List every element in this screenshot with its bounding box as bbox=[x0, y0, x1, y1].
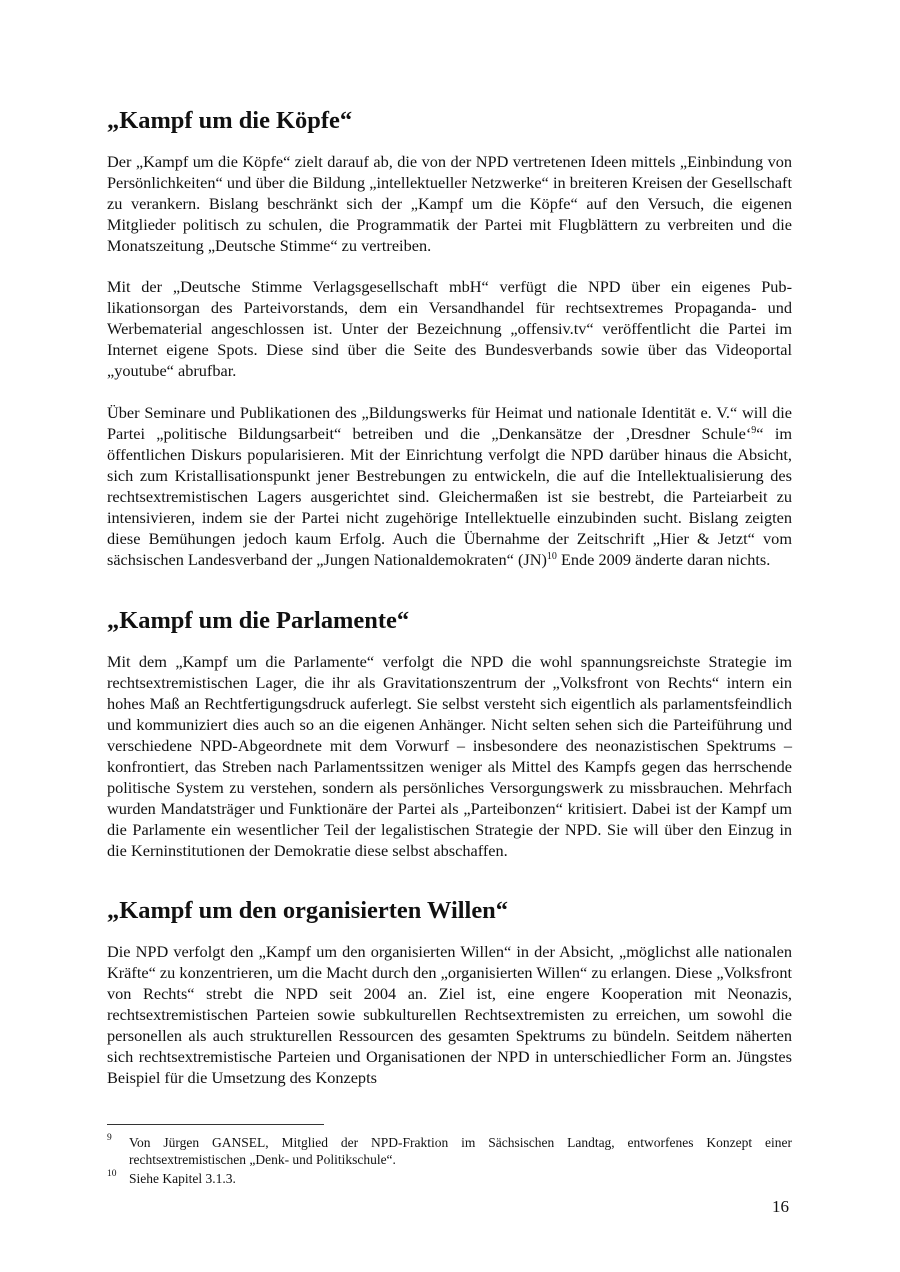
section-heading-organisierter-wille: „Kampf um den organisierten Willen“ bbox=[107, 897, 508, 924]
paragraph-koepfe-3 bbox=[107, 402, 792, 570]
footnote-ref-9[interactable]: 9 bbox=[751, 425, 757, 436]
paragraph-koepfe-1: Der „Kampf um die Köpfe“ zielt darauf ab, die von der NPD vertretenen Ideen mittels „Einbindung von Persönlichkeiten“ und über die Bildung „intellektueller Netzwerke“ in breiteren Kreisen der Gesellschaft zu verankern. Bislang beschränkt sich der „Kampf um die Köpfe“ auf den Versuch, die eigenen Mitglieder politisch zu schulen, die Programmatik der Partei mit Flugblättern zu verbreiten und die Monatszeitung „Deutsche Stimme“ zu vertreiben. bbox=[107, 152, 792, 255]
paragraph-parlamente-1: Mit dem „Kampf um die Parlamente“ verfolgt die NPD die wohl spannungsreichste Strategie im rechtsextremistischen Lager, die ihr als Gravitationszentrum der „Volksfront von Rechts“ intern ein hohes Maß an Rechtfertigungsdruck auferlegt. Sie selbst versteht sich eigentlich als parlamentsfeindlich und kommuniziert dies auch so an die eigenen Anhänger. Nicht selten sehen sich die Parteiführung und verschiedene NPD-Abgeordnete mit dem Vorwurf – insbesondere des neonazistischen Spektrums – konfrontiert, das Streben nach Parlamentssitzen weniger als Mittel des Kampfs gegen das herrschende politische System zu verstehen, sondern als persönliches Versorgungswerk zu missbrauchen. Mehrfach wurden Mandatsträger und Funktionäre der Partei als „Parteibonzen“ kritisiert. Dabei ist der Kampf um die Parlamente ein wesentlicher Teil der legalistischen Strategie der NPD. Sie will über den Einzug in die Kerninstitutionen der Demokratie diese selbst abschaffen. bbox=[107, 652, 792, 860]
footnote-number: 9 bbox=[107, 1133, 112, 1143]
footnote-text: Siehe Kapitel 3.1.3. bbox=[129, 1171, 236, 1186]
paragraph-text: “ im öffentlichen Diskurs popularisieren. Mit der Einrichtung verfolgt die NPD darüber hinaus die Absicht, sich zum Kristallisationspunkt jener Bestrebungen zu entwickeln, die auf die Intellektualisierung des rechtsextremistischen Lagers ausgerichtet sind. Gleichermaßen ist sie bestrebt, die Parteiarbeit zu intensivieren, indem sie der Partei nicht zugehörige Intellektuelle einzubinden sucht. Bislang zeigten diese Bemühungen jedoch kaum Erfolg. Auch die Übernahme der Zeitschrift „Hier & Jetzt“ vom sächsischen Landesverband der „Jungen Nationaldemokraten“ (JN) bbox=[107, 424, 793, 569]
footnote-9 bbox=[107, 1134, 792, 1168]
section-heading-parlamente: „Kampf um die Parlamente“ bbox=[107, 607, 410, 634]
footnote-number: 10 bbox=[107, 1169, 117, 1179]
footnote-ref-10[interactable]: 10 bbox=[546, 551, 557, 562]
paragraph-koepfe-2: Mit der „Deutsche Stimme Verlagsgesellschaft mbH“ verfügt die NPD über ein eigenes Publikationsorgan des Parteivorstands, dem ein Versandhandel für rechtsextremes Propaganda- und Werbematerial angeschlossen ist. Unter der Bezeichnung „offensiv.tv“ veröffentlicht die Partei im Internet eigene Spots. Diese sind über die Seite des Bundesverbands sowie über das Videoportal „youtube“ abrufbar. bbox=[107, 277, 792, 380]
paragraph-text: Über Seminare und Publikationen des „Bildungswerks für Heimat und nationale Identität e. V.“ will die Partei „politische Bildungsarbeit“ betreiben und die „Denkansätze der ‚Dresdner Schule‘ bbox=[107, 403, 792, 443]
footnote-10 bbox=[107, 1170, 792, 1187]
footnote-text: Von Jürgen GANSEL, Mitglied der NPD-Fraktion im Sächsischen Landtag, entworfenes Konzept einer rechtsextremistischen „Denk- und Politikschule“. bbox=[129, 1135, 792, 1167]
paragraph-organisierter-wille-1: Die NPD verfolgt den „Kampf um den organisierten Willen“ in der Absicht, „möglichst alle nationalen Kräfte“ zu konzentrieren, um die Macht durch den „organisierten Willen“ zu erlangen. Diese „Volksfront von Rechts“ strebt die NPD seit 2004 an. Ziel ist, eine engere Kooperation mit Neonazis, rechtsextremistischen Parteien sowie subkulturellen Rechtsextremisten zu erreichen, um sowohl die personellen als auch strukturellen Ressourcen des gesamten Spektrums zu bündeln. Seitdem näherten sich rechtsextremistische Parteien und Organisationen der NPD in unterschiedlicher Form an. Jüngstes Beispiel für die Umsetzung des Konzepts bbox=[107, 942, 792, 1087]
page-number: 16 bbox=[772, 1197, 789, 1216]
paragraph-text: Ende 2009 änderte daran nichts. bbox=[556, 550, 771, 569]
section-heading-koepfe: „Kampf um die Köpfe“ bbox=[107, 107, 353, 134]
footnote-separator bbox=[107, 1124, 324, 1125]
